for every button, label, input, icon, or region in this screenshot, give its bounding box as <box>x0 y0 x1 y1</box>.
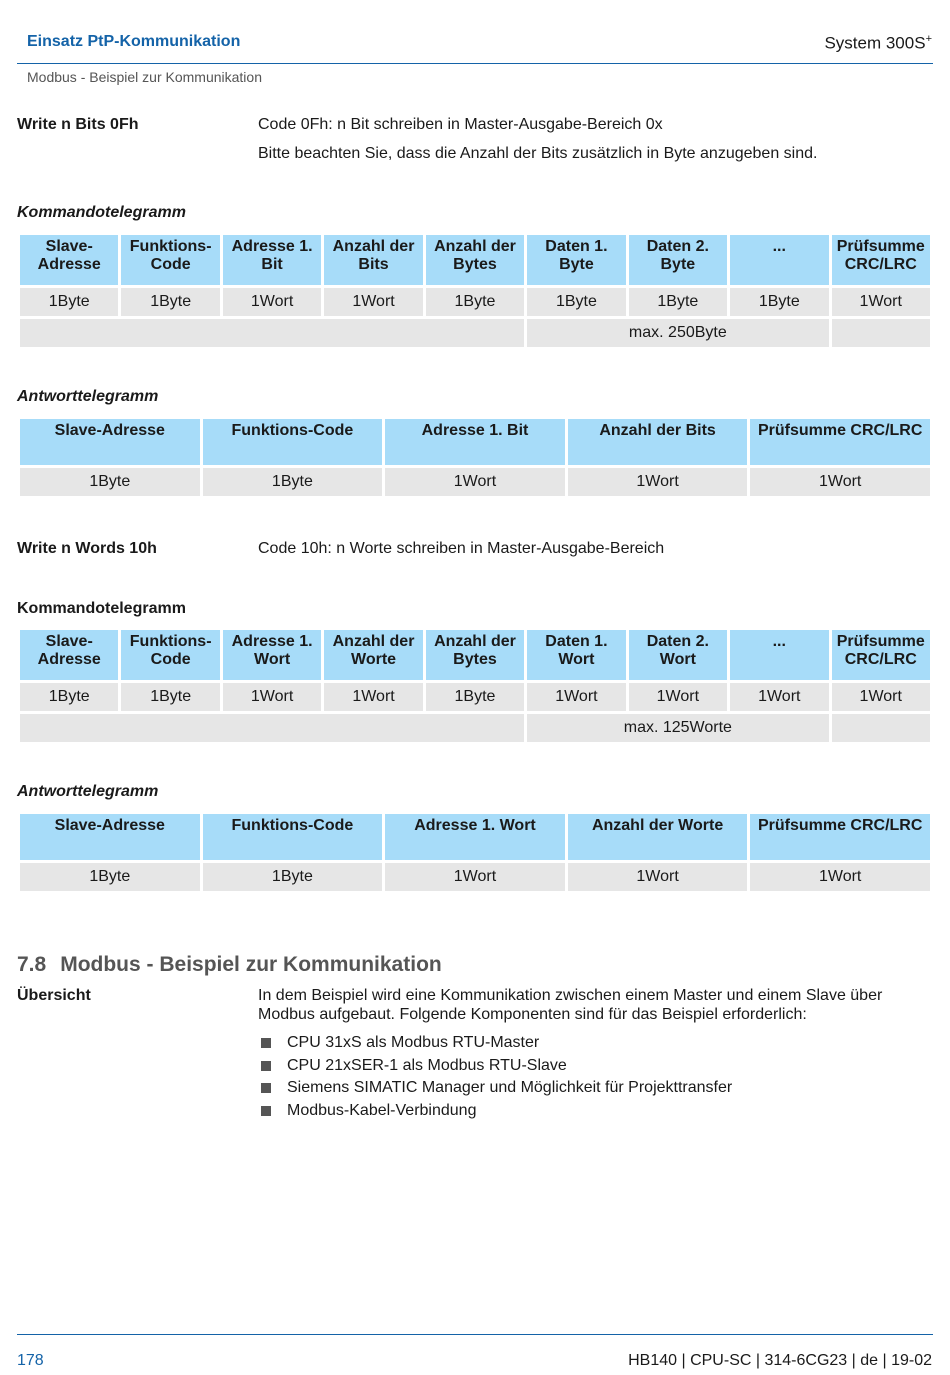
bullet-square-icon <box>261 1038 271 1048</box>
bullet-square-icon <box>261 1061 271 1071</box>
write-bits-command-table <box>17 232 933 350</box>
table-cell: 1Wort <box>223 683 321 711</box>
table-cell: 1Byte <box>20 468 200 496</box>
footer-divider <box>17 1334 933 1335</box>
table-header-cell: Adresse 1. Bit <box>385 419 565 465</box>
table-max-cell: max. 250Byte <box>527 319 828 347</box>
table-header-cell: Funktions-Code <box>121 630 219 680</box>
table-header-cell: Funktions-Code <box>121 235 219 285</box>
table-cell: 1Wort <box>832 683 931 711</box>
list-item-text: Siemens SIMATIC Manager und Möglichkeit für Projekttransfer <box>287 1079 733 1096</box>
table-cell: 1Byte <box>121 288 219 316</box>
write-words-command-label: Kommandotelegramm <box>17 600 186 617</box>
table-header-cell: Funktions-Code <box>203 419 383 465</box>
table-header-cell: Funktions-Code <box>203 814 383 860</box>
list-item <box>258 1032 732 1055</box>
table-cell: 1Byte <box>527 288 625 316</box>
table-cell: 1Wort <box>832 288 931 316</box>
table-header-cell: Slave-Adresse <box>20 814 200 860</box>
table-cell: 1Byte <box>426 288 524 316</box>
table-cell: 1Wort <box>324 683 422 711</box>
system-name: System 300S <box>824 33 926 53</box>
running-header-title: Einsatz PtP-Kommunikation <box>27 33 241 50</box>
write-words-response-label: Antworttelegramm <box>17 783 159 800</box>
write-bits-label: Write n Bits 0Fh <box>17 116 139 133</box>
overview-label: Übersicht <box>17 987 91 1004</box>
component-list <box>258 1032 732 1122</box>
table-header-cell: ... <box>730 235 828 285</box>
table-empty-cell <box>832 714 931 742</box>
table-cell: 1Wort <box>568 863 748 891</box>
table-header-cell: Anzahl der Bits <box>324 235 422 285</box>
write-bits-description: Code 0Fh: n Bit schreiben in Master-Ausgabe-Bereich 0x <box>258 116 663 133</box>
table-header-cell: Prüfsumme CRC/LRC <box>750 419 930 465</box>
page-number: 178 <box>17 1352 44 1369</box>
write-bits-response-table <box>17 416 933 499</box>
table-header-cell: Adresse 1. Wort <box>223 630 321 680</box>
write-words-description: Code 10h: n Worte schreiben in Master-Ausgabe-Bereich <box>258 540 665 557</box>
header-divider <box>17 63 933 64</box>
table-header-cell: Anzahl der Worte <box>568 814 748 860</box>
write-bits-response-label: Antworttelegramm <box>17 388 159 405</box>
write-words-response-table <box>17 811 933 894</box>
table-header-cell: Daten 1. Wort <box>527 630 625 680</box>
overview-text: In dem Beispiel wird eine Kommunikation zwischen einem Master und einem Slave über Modbus aufgebaut. Folgende Komponenten sind für das Beispiel erforderlich: <box>258 987 883 1023</box>
write-words-command-table <box>17 627 933 745</box>
table-cell: 1Byte <box>20 863 200 891</box>
table-header-cell: Anzahl der Bytes <box>426 630 524 680</box>
table-cell: 1Wort <box>324 288 422 316</box>
table-header-cell: Prüfsumme CRC/LRC <box>832 630 931 680</box>
table-cell: 1Wort <box>385 468 565 496</box>
table-header-cell: Prüfsumme CRC/LRC <box>832 235 931 285</box>
write-bits-command-label: Kommandotelegramm <box>17 204 186 221</box>
table-cell: 1Wort <box>750 468 930 496</box>
table-header-cell: Anzahl der Bytes <box>426 235 524 285</box>
table-header-cell: ... <box>730 630 828 680</box>
table-header-cell: Slave-Adresse <box>20 630 118 680</box>
table-header-cell: Adresse 1. Wort <box>385 814 565 860</box>
table-cell: 1Wort <box>527 683 625 711</box>
table-header-cell: Slave-Adresse <box>20 419 200 465</box>
table-cell: 1Wort <box>730 683 828 711</box>
table-cell: 1Byte <box>121 683 219 711</box>
table-max-cell: max. 125Worte <box>527 714 828 742</box>
table-empty-cell <box>832 319 931 347</box>
table-cell: 1Byte <box>203 468 383 496</box>
table-header-cell: Daten 2. Byte <box>629 235 727 285</box>
running-header-subtitle: Modbus - Beispiel zur Kommunikation <box>27 69 262 85</box>
table-empty-cell <box>20 319 524 347</box>
list-item-text: Modbus-Kabel-Verbindung <box>287 1101 477 1119</box>
write-bits-note: Bitte beachten Sie, dass die Anzahl der Bits zusätzlich in Byte anzugeben sind. <box>258 145 818 162</box>
table-header-cell: Anzahl der Bits <box>568 419 748 465</box>
system-title <box>824 33 932 54</box>
list-item-text: CPU 21xSER-1 als Modbus RTU-Slave <box>287 1056 567 1074</box>
system-superscript: + <box>925 33 932 45</box>
table-cell: 1Byte <box>730 288 828 316</box>
bullet-square-icon <box>261 1083 271 1093</box>
document-reference: HB140 | CPU-SC | 314-6CG23 | de | 19-02 <box>628 1352 932 1369</box>
table-cell: 1Byte <box>629 288 727 316</box>
table-cell: 1Byte <box>20 683 118 711</box>
table-cell: 1Wort <box>385 863 565 891</box>
table-cell: 1Wort <box>223 288 321 316</box>
table-header-cell: Slave-Adresse <box>20 235 118 285</box>
section-number: 7.8 <box>17 953 47 976</box>
bullet-square-icon <box>261 1106 271 1116</box>
table-cell: 1Wort <box>568 468 748 496</box>
table-header-cell: Adresse 1. Bit <box>223 235 321 285</box>
table-cell: 1Wort <box>750 863 930 891</box>
table-cell: 1Byte <box>426 683 524 711</box>
section-title: Modbus - Beispiel zur Kommunikation <box>60 953 442 976</box>
section-heading <box>17 953 442 977</box>
table-cell: 1Byte <box>203 863 383 891</box>
table-cell: 1Byte <box>20 288 118 316</box>
table-header-cell: Daten 2. Wort <box>629 630 727 680</box>
table-cell: 1Wort <box>629 683 727 711</box>
table-empty-cell <box>20 714 524 742</box>
list-item <box>258 1055 732 1078</box>
write-words-label: Write n Words 10h <box>17 540 157 557</box>
table-header-cell: Prüfsumme CRC/LRC <box>750 814 930 860</box>
list-item-text: CPU 31xS als Modbus RTU-Master <box>287 1034 540 1051</box>
list-item <box>258 1077 732 1100</box>
table-header-cell: Anzahl der Worte <box>324 630 422 680</box>
table-header-cell: Daten 1. Byte <box>527 235 625 285</box>
list-item <box>258 1100 732 1123</box>
